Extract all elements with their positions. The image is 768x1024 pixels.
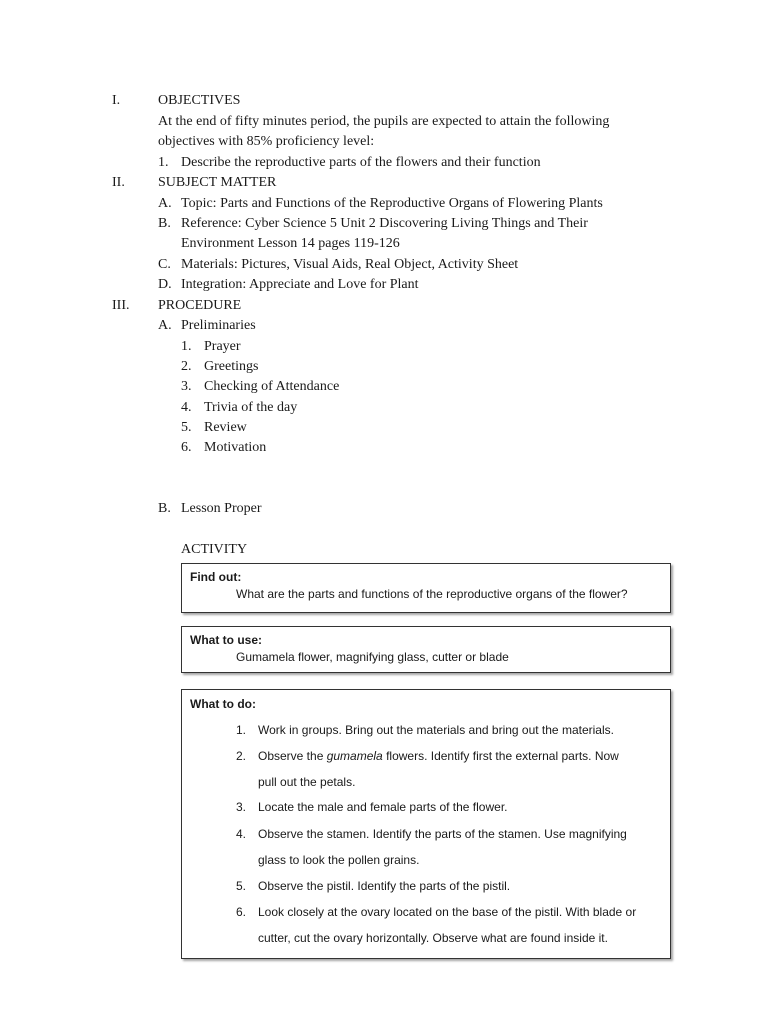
step-number: 3. — [236, 800, 247, 814]
step-number: 1. — [236, 723, 247, 737]
objective-number: 1. — [158, 155, 169, 170]
list-number: 6. — [181, 440, 192, 455]
step-text: Observe the pistil. Identify the parts of the pistil. — [258, 879, 511, 893]
list-item: Motivation — [204, 440, 267, 455]
step-number: 4. — [236, 827, 247, 841]
section-numeral: I. — [112, 93, 121, 108]
list-letter: B. — [158, 501, 171, 516]
lesson-proper-heading: Lesson Proper — [181, 501, 262, 516]
objectives-intro-line: objectives with 85% proficiency level: — [158, 134, 375, 149]
list-item: Checking of Attendance — [204, 379, 340, 394]
find-out-label: Find out: — [190, 570, 242, 584]
step-text: Locate the male and female parts of the flower. — [258, 800, 508, 814]
activity-heading: ACTIVITY — [181, 542, 248, 557]
step-text-continued: pull out the petals. — [258, 775, 356, 789]
list-item: Greetings — [204, 359, 259, 374]
section-heading-objectives: OBJECTIVES — [158, 93, 241, 108]
list-item: Trivia of the day — [204, 400, 298, 415]
step-text — [258, 748, 619, 764]
section-numeral: II. — [112, 175, 125, 190]
what-to-do-label: What to do: — [190, 697, 256, 711]
what-to-use-label: What to use: — [190, 633, 262, 647]
step-number: 6. — [236, 905, 247, 919]
step-text-continued: cutter, cut the ovary horizontally. Observe what are found inside it. — [258, 931, 608, 945]
list-letter: A. — [158, 196, 172, 211]
section-heading-procedure: PROCEDURE — [158, 298, 242, 313]
step-text-emphasis: gumamela — [326, 749, 383, 763]
topic-text: Topic: Parts and Functions of the Reproductive Organs of Flowering Plants — [181, 196, 603, 211]
objectives-intro-line: At the end of fifty minutes period, the pupils are expected to attain the following — [158, 114, 610, 129]
preliminaries-heading: Preliminaries — [181, 318, 256, 333]
materials-text: Materials: Pictures, Visual Aids, Real Object, Activity Sheet — [181, 257, 519, 272]
list-number: 5. — [181, 420, 192, 435]
step-text-segment: flowers. Identify first the external parts. Now — [382, 749, 619, 763]
what-to-use-box — [181, 626, 671, 673]
step-number: 5. — [236, 879, 247, 893]
objective-text: Describe the reproductive parts of the flowers and their function — [181, 155, 541, 170]
section-heading-subject-matter: SUBJECT MATTER — [158, 175, 277, 190]
list-number: 2. — [181, 359, 192, 374]
integration-text: Integration: Appreciate and Love for Plant — [181, 277, 419, 292]
step-text: Look closely at the ovary located on the base of the pistil. With blade or — [258, 905, 637, 919]
step-text: Work in groups. Bring out the materials and bring out the materials. — [258, 723, 614, 737]
find-out-text: What are the parts and functions of the reproductive organs of the flower? — [236, 587, 628, 601]
list-number: 4. — [181, 400, 192, 415]
list-letter: C. — [158, 257, 171, 272]
reference-text: Environment Lesson 14 pages 119-126 — [181, 236, 400, 251]
list-letter: B. — [158, 216, 171, 231]
list-number: 3. — [181, 379, 192, 394]
find-out-box — [181, 563, 671, 613]
step-text-continued: glass to look the pollen grains. — [258, 853, 420, 867]
list-item: Prayer — [204, 339, 241, 354]
reference-text: Reference: Cyber Science 5 Unit 2 Discovering Living Things and Their — [181, 216, 588, 231]
list-item: Review — [204, 420, 247, 435]
what-to-do-box — [181, 689, 671, 959]
step-text: Observe the stamen. Identify the parts of the stamen. Use magnifying — [258, 827, 627, 841]
list-letter: D. — [158, 277, 172, 292]
list-letter: A. — [158, 318, 172, 333]
what-to-use-text: Gumamela flower, magnifying glass, cutter or blade — [236, 650, 509, 664]
list-number: 1. — [181, 339, 192, 354]
step-number: 2. — [236, 749, 247, 763]
step-text-segment: Observe the — [258, 749, 327, 763]
section-numeral: III. — [112, 298, 130, 313]
